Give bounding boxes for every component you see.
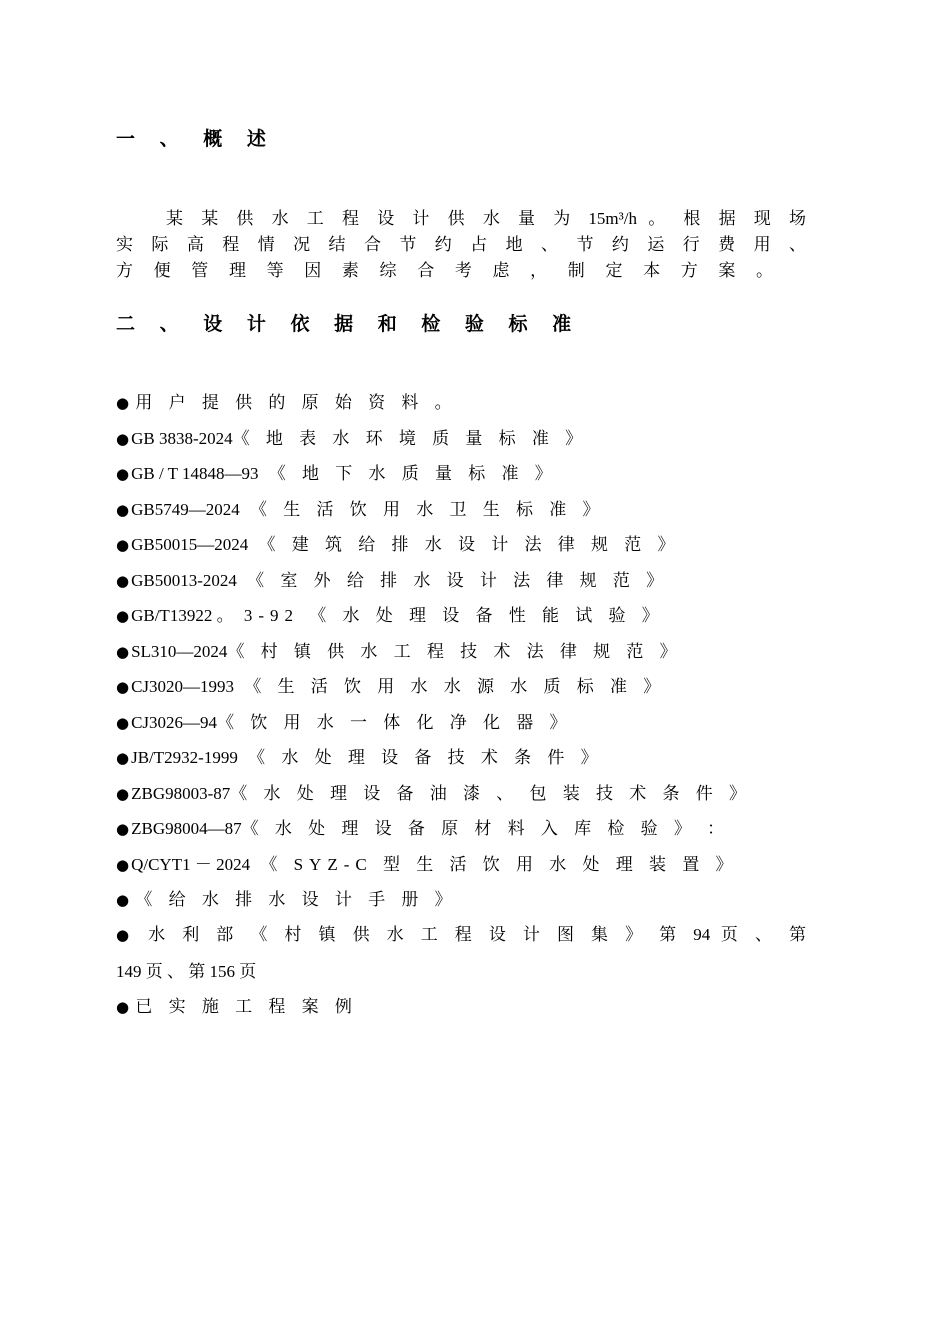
bullet-icon: ● [116,998,130,1016]
standard-item [116,427,588,451]
standard-title: 《 生 活 饮 用 水 卫 生 标 准 》 [239,499,606,519]
standard-title: 3-92 《 水 处 理 设 备 性 能 试 验 》 [233,606,665,625]
bullet-icon: ● [116,500,130,519]
bullet-icon: ● [116,820,130,838]
standard-code: ZBG98003-87 [131,783,231,803]
bullet-icon: ● [116,855,130,874]
standard-title: 《 水 处 理 设 备 技 术 条 件 》 [237,748,604,767]
standard-code: JB/T2932-1999 [131,748,238,767]
standard-title: 《 地 下 水 质 量 标 准 》 [258,464,558,483]
standard-item [116,498,605,522]
section-heading-basis: 二 、 设 计 依 据 和 检 验 标 准 [116,313,581,335]
section-heading-overview: 一 、 概 述 [116,128,275,150]
bullet-icon: ● [116,926,136,944]
standard-title: 《 地 表 水 环 境 质 量 标 准 》 [232,428,589,448]
standard-item-text: 已 实 施 工 程 案 例 [135,997,358,1016]
bullet-icon: ● [116,429,130,448]
standard-item [116,604,665,628]
bullet-icon: ● [116,571,130,590]
standard-title: 《 生 活 饮 用 水 水 源 水 质 标 准 》 [234,677,667,696]
standard-code: CJ3026—94 [131,712,218,732]
overview-paragraph-line-3: 方 便 管 理 等 因 素 综 合 考 虑 ， 制 定 本 方 案 。 [116,261,782,280]
overview-paragraph-line-2: 实 际 高 程 情 况 结 合 节 约 占 地 、 节 约 运 行 费 用 、 [116,235,806,254]
standard-title: 《 给 水 排 水 设 计 手 册 》 [135,890,458,909]
standard-code: GB50015—2024 [131,535,249,554]
standard-item [116,640,683,664]
standard-title: 《 建 筑 给 排 水 设 计 法 律 规 范 》 [248,535,681,554]
standard-code: GB/T13922 。 [131,606,234,625]
standard-item-implemented-cases [116,995,358,1019]
standard-item-text: 水 利 部 《 村 镇 供 水 工 程 设 计 图 集 》 第 94 页 、 第 [148,925,807,944]
standard-item [116,711,573,735]
standard-title: 《 饮 用 水 一 体 化 净 化 器 》 [217,712,573,732]
standard-code: GB / T 14848—93 [131,464,259,483]
standard-item [116,782,752,806]
bullet-icon: ● [116,891,130,909]
bullet-icon: ● [116,394,130,412]
standard-code: CJ3020—1993 [131,677,235,696]
bullet-icon: ● [116,642,130,661]
standard-item-manual-line-1 [116,923,806,947]
standard-item [116,462,558,486]
standard-title: 《 SYZ-C 型 生 活 饮 用 水 处 理 装 置 》 [250,854,739,874]
standard-item [116,888,458,912]
overview-paragraph-line-1: 某 某 供 水 工 程 设 计 供 水 量 为 15m³/h 。 根 据 现 场 [166,209,806,228]
standard-item-manual-line-2: 149 页 、 第 156 页 [116,962,257,981]
standard-code: GB5749—2024 [131,499,240,519]
bullet-icon: ● [116,607,130,625]
standard-item [116,746,604,770]
standard-code: GB 3838-2024 [131,428,233,448]
standard-item [116,817,730,841]
standard-code: ZBG98004—87 [131,819,242,838]
bullet-icon: ● [116,678,130,696]
bullet-icon: ● [116,465,130,483]
bullet-icon: ● [116,749,130,767]
bullet-icon: ● [116,784,130,803]
standard-item [116,853,738,877]
standard-item [116,569,669,593]
standard-title: 《 村 镇 供 水 工 程 技 术 法 律 规 范 》 [227,641,683,661]
standard-title: 《 水 处 理 设 备 原 材 料 入 库 检 验 》 ： [241,819,731,838]
standard-code: SL310—2024 [131,641,228,661]
standard-item [116,533,680,557]
standard-title: 《 水 处 理 设 备 油 漆 、 包 装 技 术 条 件 》 [230,783,753,803]
standard-code: Q/CYT1 － 2024 [131,854,251,874]
standard-item [116,391,458,415]
standard-item [116,675,666,699]
standard-code: GB50013-2024 [131,570,237,590]
bullet-icon: ● [116,713,130,732]
standard-title: 用 户 提 供 的 原 始 资 料 。 [135,393,458,412]
standard-title: 《 室 外 给 排 水 设 计 法 律 规 范 》 [236,570,670,590]
bullet-icon: ● [116,536,130,554]
